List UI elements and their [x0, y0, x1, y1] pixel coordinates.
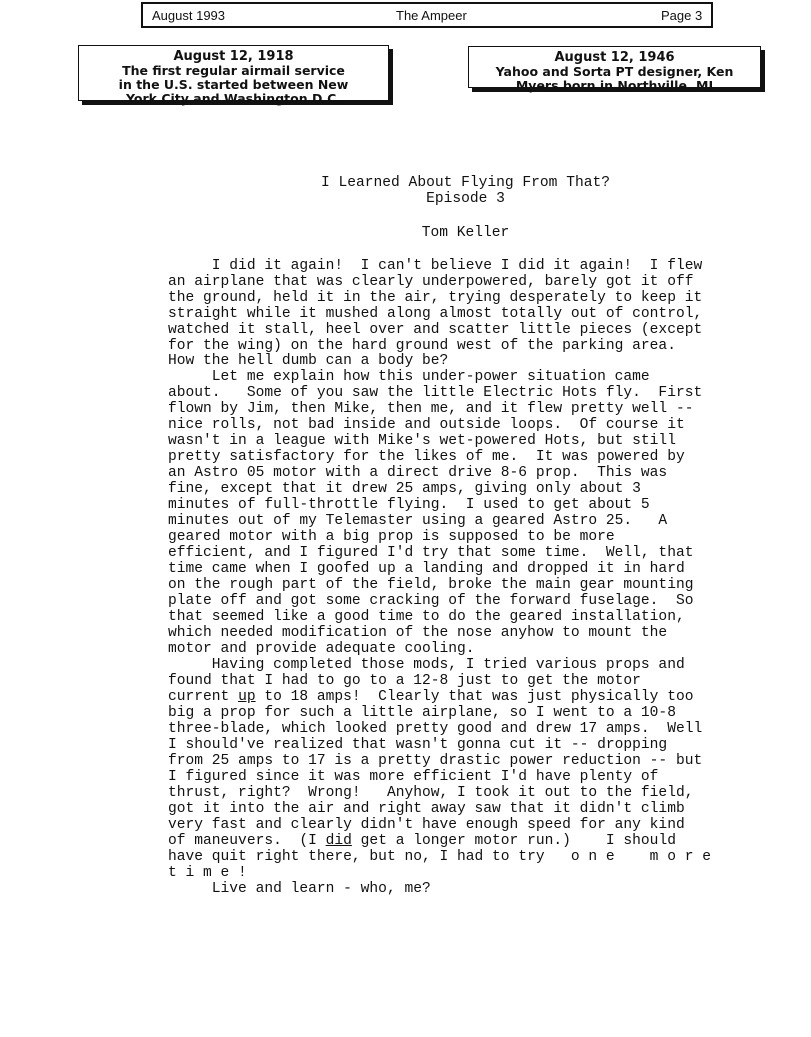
article-author: Tom Keller — [421, 225, 510, 241]
article-line: minutes out of my Telemaster using a geared Astro 25. A — [168, 513, 668, 529]
article-line: that seemed like a good time to do the geared installation, — [168, 609, 685, 625]
article-line: found that I had to go to a 12-8 just to get the motor — [168, 673, 641, 689]
article-line-with-underline: current up to 18 amps! Clearly that was just physically too — [168, 689, 694, 705]
article-line: Let me explain how this under-power situation came — [168, 369, 650, 385]
page-header — [141, 2, 713, 28]
right-box-line: Yahoo and Sorta PT designer, Ken — [495, 64, 734, 79]
article-line: watched it stall, heel over and scatter little pieces (except — [168, 322, 703, 338]
article-line: time came when I goofed up a landing and dropped it in hard — [168, 561, 685, 577]
article-line: on the rough part of the field, broke the main gear mounting — [168, 577, 694, 593]
article-line: about. Some of you saw the little Electric Hots fly. First — [168, 385, 703, 401]
article-line: fine, except that it drew 25 amps, giving only about 3 — [168, 481, 641, 497]
emphasis-underline: did — [325, 833, 352, 849]
article-line: which needed modification of the nose anyhow to mount the — [168, 625, 668, 641]
article-line: I should've realized that wasn't gonna cut it -- dropping — [168, 737, 668, 753]
article-line: nice rolls, not bad inside and outside loops. Of course it — [168, 417, 685, 433]
article-line: minutes of full-throttle flying. I used to get about 5 — [168, 497, 650, 513]
article-line: I figured since it was more efficient I'd have plenty of — [168, 769, 659, 785]
right-box-line: Myers born in Northville, MI — [515, 78, 714, 93]
article-line: very fast and clearly didn't have enough speed for any kind — [168, 817, 685, 833]
article-line: three-blade, which looked pretty good and drew 17 amps. Well — [168, 721, 703, 737]
article-line: wasn't in a league with Mike's wet-powered Hots, but still — [168, 433, 676, 449]
article-line: efficient, and I figured I'd try that some time. Well, that — [168, 545, 694, 561]
article-line: straight while it mushed along almost totally out of control, — [168, 306, 703, 322]
article-line: How the hell dumb can a body be? — [168, 353, 449, 369]
article-line: plate off and got some cracking of the forward fuselage. So — [168, 593, 694, 609]
article-line: the ground, held it in the air, trying desperately to keep it — [168, 290, 703, 306]
article-line: geared motor with a big prop is supposed to be more — [168, 529, 615, 545]
article-line: Having completed those mods, I tried various props and — [168, 657, 685, 673]
article-line: for the wing) on the hard ground west of the parking area. — [168, 338, 676, 354]
article-line: I did it again! I can't believe I did it again! I flew — [168, 258, 703, 274]
left-date-box — [78, 45, 389, 106]
article-title: I Learned About Flying From That? — [320, 175, 610, 191]
header-date: August 1993 — [152, 8, 226, 23]
left-box-line: The first regular airmail service — [122, 63, 345, 78]
article-line: flown by Jim, then Mike, then me, and it flew pretty well -- — [168, 401, 694, 417]
article-line: Live and learn - who, me? — [168, 881, 431, 897]
article-line: have quit right there, but no, I had to try o n e m o r e — [168, 849, 711, 865]
article-line-with-underline: of maneuvers. (I did get a longer motor run.) I should — [168, 833, 676, 849]
article-line: an airplane that was clearly underpowered, barely got it off — [168, 274, 694, 290]
emphasis-underline: up — [238, 689, 256, 705]
left-box-line: in the U.S. started between New — [118, 77, 349, 92]
header-title: The Ampeer — [396, 8, 467, 23]
left-box-line: York City and Washington D.C. — [126, 91, 341, 106]
article-line: pretty satisfactory for the likes of me. It was powered by — [168, 449, 685, 465]
article-line: got it into the air and right away saw that it didn't climb — [168, 801, 685, 817]
article-line: t i m e ! — [168, 865, 247, 881]
left-box-heading: August 12, 1918 — [173, 49, 294, 64]
right-date-box — [468, 46, 761, 93]
header-page: Page 3 — [661, 8, 703, 23]
right-box-heading: August 12, 1946 — [554, 50, 675, 65]
article-line: thrust, right? Wrong! Anyhow, I took it out to the field, — [168, 785, 694, 801]
article-line: big a prop for such a little airplane, so I went to a 10-8 — [168, 705, 676, 721]
article-line: motor and provide adequate cooling. — [168, 641, 475, 657]
article-line: an Astro 05 motor with a direct drive 8-6 prop. This was — [168, 465, 668, 481]
article-line: from 25 amps to 17 is a pretty drastic power reduction -- but — [168, 753, 703, 769]
article-episode: Episode 3 — [426, 191, 505, 207]
